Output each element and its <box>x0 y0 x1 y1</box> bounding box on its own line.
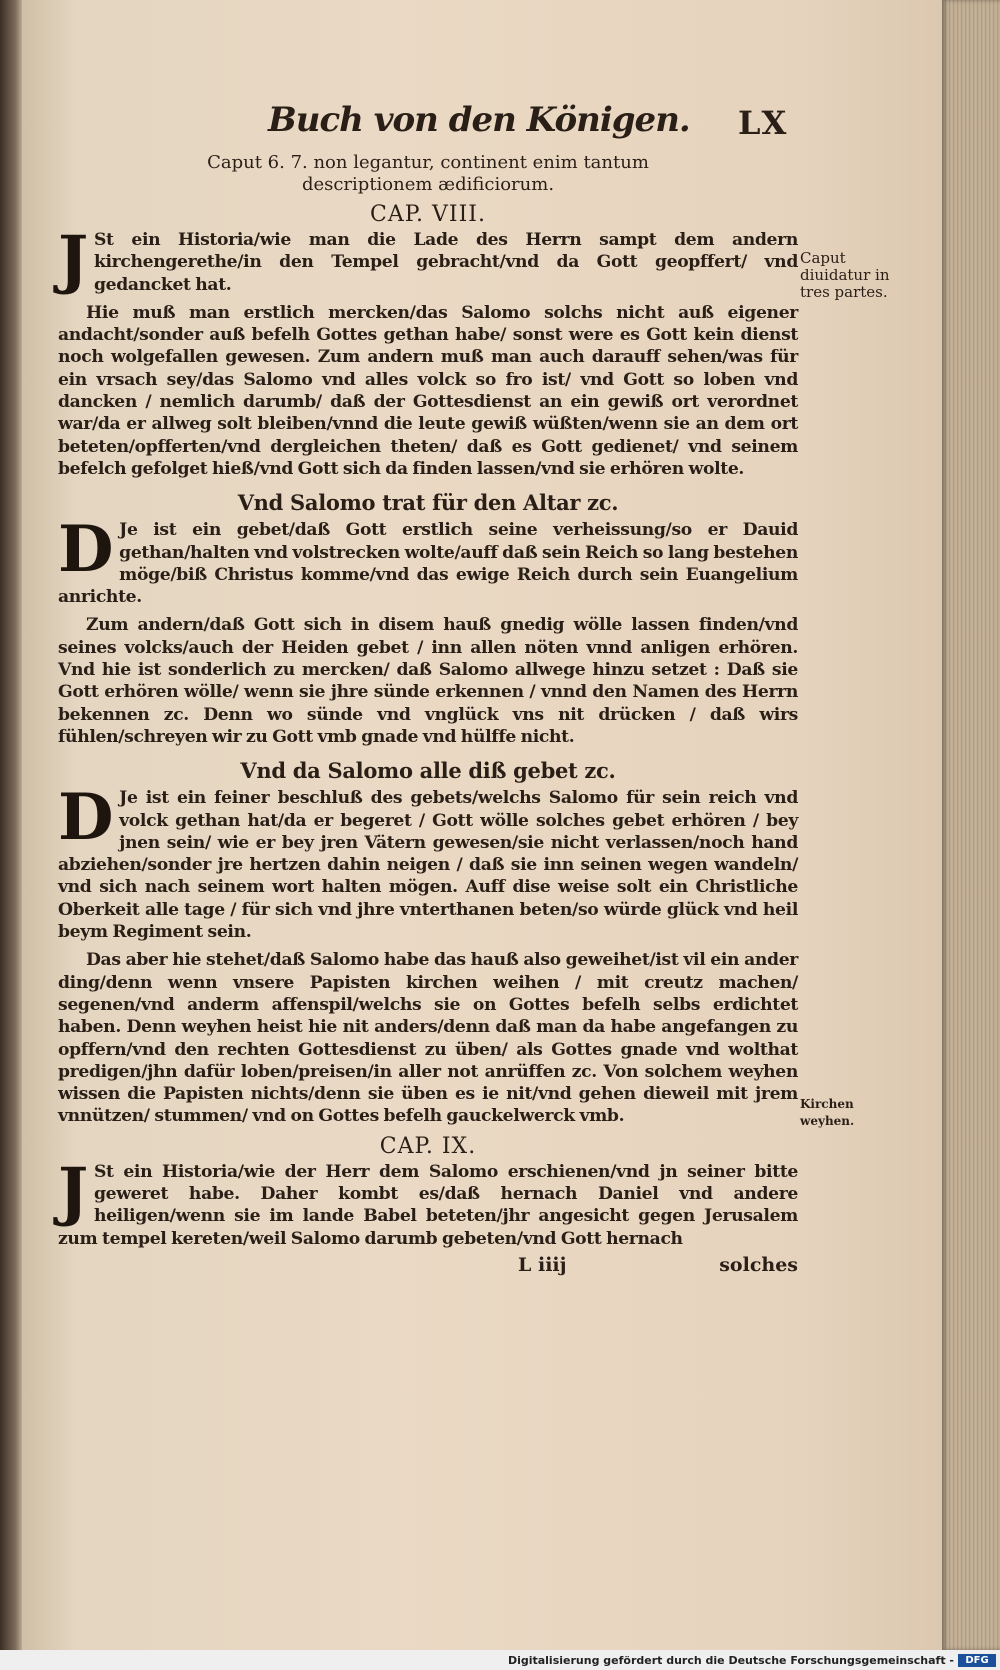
drop-cap-prayer: D <box>58 512 114 588</box>
paragraph-ch8-2: Hie muß man erstlich mercken/das Salomo solchs nicht auß eigener andacht/sonder auß befelh Gottes gethan habe/ sonst were es Gott kein dienst noch wolgefallen gewesen. Zum andern muß man auch darauff sehen/was für ein vrsach sey/das Salomo vnd alles volck so fro ist/ vnd Gott so loben vnd dancken / nemlich darumb/ daß der Gottesdienst an ein gewiß ort verordnet war/da er allweg solt bleiben/vnnd die leute gewiß wüßten/wenn sie an dem ort beteten/opfferten/vnd dergleichen theten/ daß es Gott gedienet/ vnd seinem befelch gefolget hieß/vnd Gott sich da finden lassen/vnd sie erhören wolte. <box>58 302 798 479</box>
scan-left-edge <box>0 0 22 1650</box>
latin-note-line-2: descriptionem ædificiorum. <box>301 174 555 195</box>
paragraph-ch9-1 <box>58 1153 798 1250</box>
book-page <box>22 0 942 1650</box>
drop-cap-ch8: J <box>58 222 88 297</box>
running-head <box>58 100 798 148</box>
paragraph-ch8-6: Das aber hie stehet/daß Salomo habe das hauß also geweihet/ist vil ein ander ding/denn wenn vnsere Papisten kirchen weihen / mit creutz machen/ segenen/vnd anderm affenspil/welchs sie on Gottes befelh selbs erdichtet haben. Denn weyhen heist hie nit anders/denn daß man da habe angefangen zu opffern/vnd den rechten Gottesdienst zu üben/ als Gottes gnade vnd wolthat predigen/jhn dafür loben/preisen/in aller not anrüffen zc. Von solchem weyhen wissen die Papisten nichts/denn sie üben es ie nit/vnd gehen dieweil mit jrem vnnützen/ stummen/ vnd on Gottes befelh gauckelwerck vmb. <box>58 950 798 1127</box>
page-body <box>58 100 798 1280</box>
signature-mark: L iiij <box>518 1253 567 1276</box>
paragraph-ch8-4: Zum andern/daß Gott sich in disem hauß gnedig wölle lassen finden/vnd seines volcks/auch der Heiden gebet / inn allen nöten vnnd anligen erhören. Vnd hie ist sonderlich zu mercken/ daß Salomo allwege hinzu setzet : Daß sie Gott erhören wölle/ wenn sie jhre sünde erkennen / vnnd den Namen des Herrn bekennen zc. Denn wo sünde vnd vnglück vns nit drücken / daß wirs fühlen/schreyen wir zu Gott vmb gnade vnd hülffe nicht. <box>58 615 798 747</box>
latin-note <box>58 152 798 196</box>
dfg-logo: DFG <box>958 1654 996 1667</box>
margin-note-caput: Caput diuidatur in tres partes. <box>800 249 890 301</box>
drop-cap-ch9: J <box>58 1153 88 1229</box>
paragraph-ch8-3 <box>58 512 798 608</box>
catchline <box>58 1254 798 1280</box>
subheading-prayer: Vnd da Salomo alle diß gebet zc. <box>240 758 616 784</box>
chapter-heading-8: CAP. VIII. <box>369 202 486 227</box>
page-stack-edge <box>942 0 1000 1650</box>
latin-note-line-1: Caput 6. 7. non legantur, continent enim tantum <box>207 152 649 173</box>
paragraph-ch8-5 <box>58 780 798 943</box>
paragraph-ch8-intro <box>58 222 798 297</box>
ch8-5-text: Je ist ein feiner beschluß des gebets/welchs Salomo für sein reich vnd volck gethan hat/da er begeret / Gott wölle solches gebet erhören / bey jnen sein/ wie er bey jren Vätern gewesen/sie nicht verlassen/noch hand abziehen/sonder jre hertzen dahin neigen / daß sie inn seinen wegen wandeln/ vnd sich nach seinem wort halten mögen. Auff dise weise solt ein Christliche Oberkeit alle tage / für sich vnd jhre vnterthanen beten/so würde glück vnd heil beym Regiment sein. <box>58 788 798 943</box>
ch8-intro-text: St ein Historia/wie man die Lade des Herrn sampt dem andern kirchengerethe/in den Tempel gebracht/vnd da Gott geopffert/ vnd gedancket hat. <box>93 230 798 295</box>
margin-note-kirchen: Kirchen weyhen. <box>800 1097 855 1128</box>
ch9-1-text: St ein Historia/wie der Herr dem Salomo erschienen/vnd jn seiner bitte geweret habe. Daher kombt es/daß hernach Daniel vnd andere heiligen/wenn sie im lande Babel beteten/jhr angesicht gegen Jerusalem zum tempel kereten/weil Salomo darumb gebeten/vnd Gott hernach <box>58 1161 798 1249</box>
chapter-heading-9: CAP. IX. <box>379 1133 477 1159</box>
catchword: solches <box>719 1253 798 1276</box>
running-head-title: Buch von den Königen. <box>268 100 690 140</box>
drop-cap-conclusion: D <box>58 780 114 856</box>
ch8-3-text: Je ist ein gebet/daß Gott erstlich seine verheissung/so er Dauid gethan/halten vnd volstrecken wolte/auff daß sein Reich so lang bestehen möge/biß Christus komme/vnd das ewige Reich durch sein Euangelium anrichte. <box>58 520 798 608</box>
subheading-altar: Vnd Salomo trat für den Altar zc. <box>237 490 619 516</box>
folio-number: LX <box>738 104 788 142</box>
margin-notes <box>800 0 950 1650</box>
footer-bar <box>0 1650 1000 1670</box>
footer-credit: Digitalisierung gefördert durch die Deutsche Forschungsgemeinschaft - <box>507 1654 954 1667</box>
